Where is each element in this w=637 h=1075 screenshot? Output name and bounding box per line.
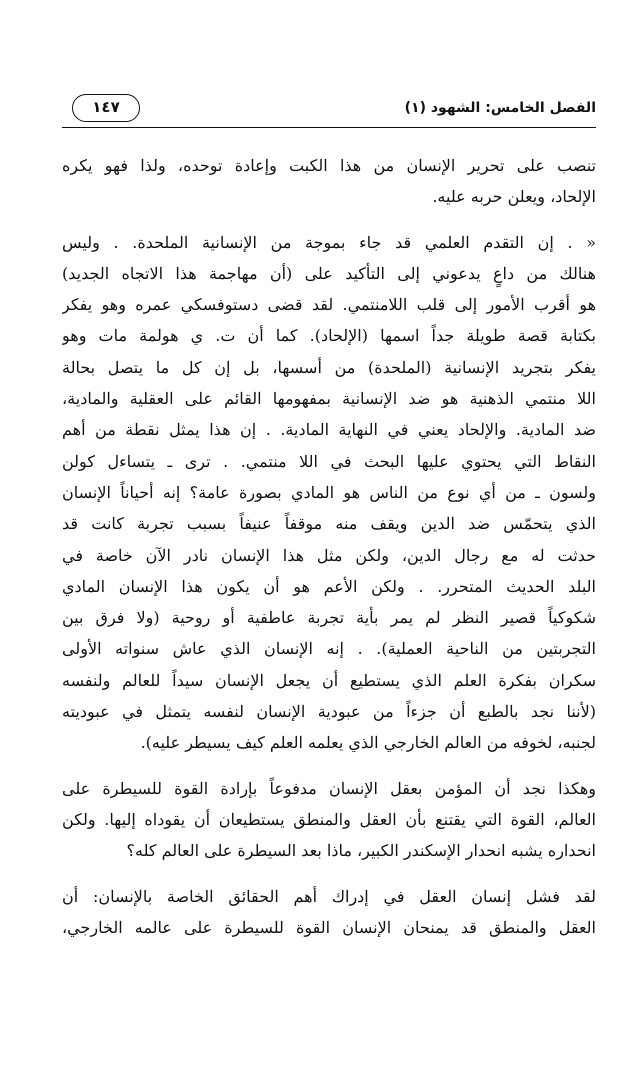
paragraph-3	[62, 773, 596, 867]
text-line: البلد الحديث المتحرر. . ولكن الأعم هو أن يكون هذا الإنسان المادي	[62, 576, 596, 596]
text-line: هو أقرب الأمور إلى قلب اللامنتمي. لقد قضى دستوفسكي عمره وهو يفكر	[62, 295, 596, 315]
page-number-badge: ١٤٧	[72, 94, 140, 122]
text-line: لجنبه، لخوفه من العالم الخارجي الذي يعلمه العلم كيف يسيطر عليه).	[140, 733, 596, 753]
text-line: شكوكياً قصير النظر لم يمر بأية تجربة عاطفية أو روحية (ولا فرق بين	[62, 608, 596, 628]
text-line: التجربتين من الناحية العملية). . إنه الإنسان الذي عاش سنواته الأولى	[62, 639, 596, 659]
text-line: الإلحاد، ويعلن حربه عليه.	[432, 187, 596, 207]
paragraph-1	[62, 150, 596, 213]
text-line: يفكر بتجريد الإنسانية (الملحدة) من أسسها، بل إن كل ما يتصل بحالة	[62, 357, 596, 377]
text-line: العقل والمنطق قد يمنحان الإنسان القوة للسيطرة على عالمه الخارجي،	[62, 917, 596, 937]
text-line: ضد المادية. والإلحاد يعني في النهاية المادية. . إن هذا يمثل نقطة من أهم	[62, 420, 596, 440]
text-line: حدثت له مع رجال الدين، ولكن مثل هذا الإنسان نادر الآن خاصة في	[62, 545, 596, 565]
text-line: وهكذا نجد أن المؤمن بعقل الإنسان مدفوعاً بإرادة القوة للسيطرة على	[62, 778, 596, 798]
body-text	[62, 150, 596, 957]
text-line: النقاط التي يحتوي عليها البحث في اللا منتمي. . ترى ـ يتساءل كولن	[62, 451, 596, 471]
text-line: انحداره يشبه انحدار الإسكندر الكبير، ماذا بعد السيطرة على العالم كله؟	[126, 841, 596, 861]
text-line: ولسون ـ من أي نوع من الناس هو المادي بصورة عامة؟ إنه أحياناً الإنسان	[62, 482, 596, 502]
chapter-title: الفصل الخامس: الشهود (١)	[404, 100, 596, 116]
paragraph-quote	[62, 227, 596, 759]
text-line: سكران بفكرة العلم الذي يستطيع أن يجعل الإنسان سيداً للعالم ولنفسه	[62, 670, 596, 690]
text-line: اللا منتمي الذهنية هو ضد الإنسانية بمفهومها القائم على العقلية والمادية،	[62, 389, 596, 409]
text-line: بكتابة قصة طويلة جداً اسمها (الإلحاد). كما أن ت. ي هولمة مات وهو	[62, 326, 596, 346]
text-line: « . إن التقدم العلمي قد جاء بموجة من الإنسانية الملحدة. . وليس	[62, 232, 596, 252]
header-divider	[62, 127, 596, 128]
text-line: هنالك من داعٍ يدعوني إلى التأكيد على (أن مهاجمة هذا الاتجاه الجديد)	[62, 263, 596, 283]
text-line: لقد فشل إنسان العقل في إدراك أهم الحقائق الخاصة بالإنسان: أن	[62, 886, 596, 906]
text-line: تنصب على تحرير الإنسان من هذا الكبت وإعادة توحده، ولذا فهو يكره	[62, 156, 596, 175]
text-line: (لأننا نجد بالطبع أن جزءاً من عبودية الإنسان لنفسه يتمثل في عبوديته	[62, 702, 596, 722]
text-line: العالم، القوة التي يقتنع بأن العقل والمنطق يستطيعان أن يقوداه إليها. ولكن	[62, 809, 596, 829]
paragraph-4	[62, 881, 596, 944]
text-line: الذي يتحمّس ضد الدين ويقف منه موقفاً عنيفاً بسبب تجربة كانت قد	[62, 514, 596, 534]
running-header	[62, 96, 596, 126]
